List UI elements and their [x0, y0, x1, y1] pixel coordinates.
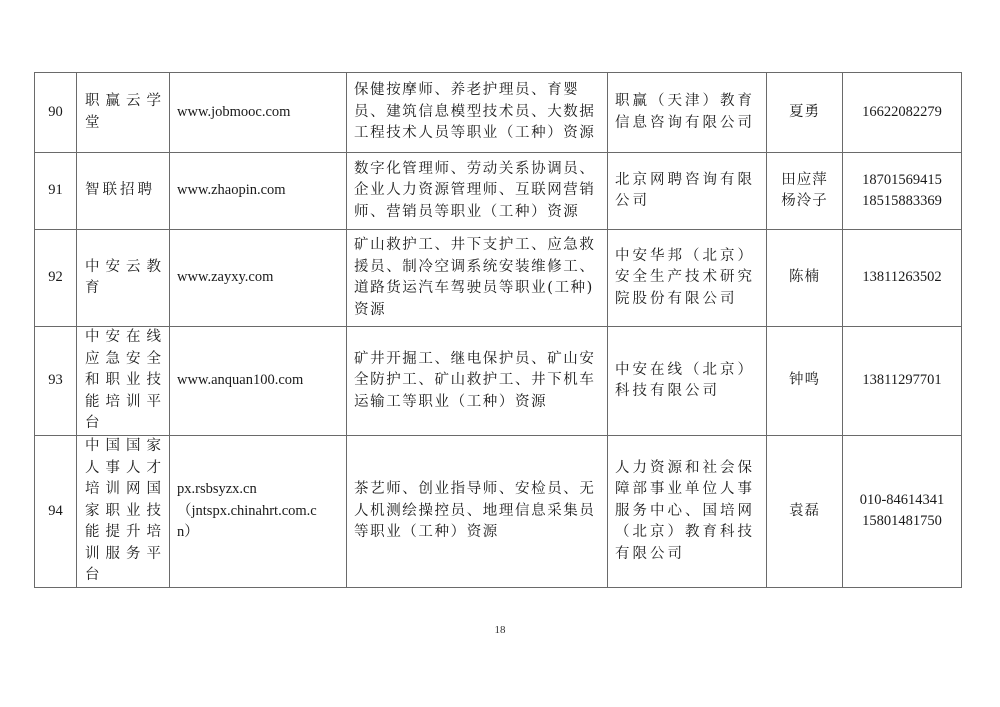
row-number: 92	[35, 230, 77, 327]
occupation-resources: 保健按摩师、养老护理员、育婴员、建筑信息模型技术员、大数据工程技术人员等职业（工种）资源	[347, 73, 608, 153]
contact-person	[767, 327, 843, 436]
url-line: www.anquan100.com	[177, 372, 304, 389]
contact-person	[767, 436, 843, 588]
phone-number: 13811297701	[862, 372, 942, 389]
row-number: 90	[35, 73, 77, 153]
platform-url	[170, 230, 347, 327]
contact-person	[767, 153, 843, 230]
phone-number: 13811263502	[862, 269, 942, 286]
platform-name: 中安在线应急安全和职业技能培训平台	[77, 327, 170, 436]
row-number: 91	[35, 153, 77, 230]
contact-person	[767, 230, 843, 327]
platform-url	[170, 153, 347, 230]
occupation-resources: 数字化管理师、劳动关系协调员、企业人力资源管理师、互联网营销师、营销员等职业（工种）资源	[347, 153, 608, 230]
table-row	[35, 230, 962, 327]
contact-name: 钟鸣	[789, 372, 820, 389]
url-line: n）	[177, 524, 199, 540]
occupation-resources: 茶艺师、创业指导师、安检员、无人机测绘操控员、地理信息采集员等职业（工种）资源	[347, 436, 608, 588]
row-number: 94	[35, 436, 77, 588]
platform-url	[170, 327, 347, 436]
organization: 职赢（天津）教育信息咨询有限公司	[608, 73, 767, 153]
organization: 北京网聘咨询有限公司	[608, 153, 767, 230]
occupation-resources: 矿山救护工、井下支护工、应急救援员、制冷空调系统安装维修工、道路货运汽车驾驶员等职业(工种)资源	[347, 230, 608, 327]
organization: 中安华邦（北京）安全生产技术研究院股份有限公司	[608, 230, 767, 327]
phone-number: 15801481750	[862, 513, 942, 530]
contact-person	[767, 73, 843, 153]
contact-name: 陈楠	[789, 269, 820, 286]
phone-number: 18515883369	[862, 193, 942, 209]
phone-number: 010-84614341	[859, 491, 945, 508]
row-number: 93	[35, 327, 77, 436]
platform-url	[170, 73, 347, 153]
phone-number: 18701569415	[862, 171, 942, 188]
url-line: www.jobmooc.com	[177, 103, 291, 120]
contact-phone	[843, 230, 962, 327]
platform-table	[34, 72, 962, 588]
platform-name: 中国国家人事人才培训网国家职业技能提升培训服务平台	[77, 436, 170, 588]
contact-name: 田应萍	[781, 171, 828, 188]
url-line: www.zhaopin.com	[177, 182, 286, 199]
contact-name: 夏勇	[789, 103, 820, 120]
contact-name: 袁磊	[789, 502, 820, 519]
contact-phone	[843, 153, 962, 230]
contact-phone	[843, 436, 962, 588]
url-line: px.rsbsyzx.cn	[177, 481, 257, 497]
platform-name: 中安云教育	[77, 230, 170, 327]
contact-phone	[843, 327, 962, 436]
table-row	[35, 153, 962, 230]
platform-url	[170, 436, 347, 588]
organization: 人力资源和社会保障部事业单位人事服务中心、国培网（北京）教育科技有限公司	[608, 436, 767, 588]
platform-name: 职赢云学堂	[77, 73, 170, 153]
table-row	[35, 436, 962, 588]
page-number: 18	[494, 624, 506, 636]
organization: 中安在线（北京）科技有限公司	[608, 327, 767, 436]
platform-name: 智联招聘	[77, 153, 170, 230]
url-line: （jntspx.chinahrt.com.c	[177, 502, 317, 519]
contact-name: 杨泠子	[781, 193, 828, 209]
phone-number: 16622082279	[862, 103, 942, 120]
occupation-resources: 矿井开掘工、继电保护员、矿山安全防护工、矿山救护工、井下机车运输工等职业（工种）资源	[347, 327, 608, 436]
table-row	[35, 73, 962, 153]
table-row	[35, 327, 962, 436]
contact-phone	[843, 73, 962, 153]
url-line: www.zayxy.com	[177, 269, 274, 286]
